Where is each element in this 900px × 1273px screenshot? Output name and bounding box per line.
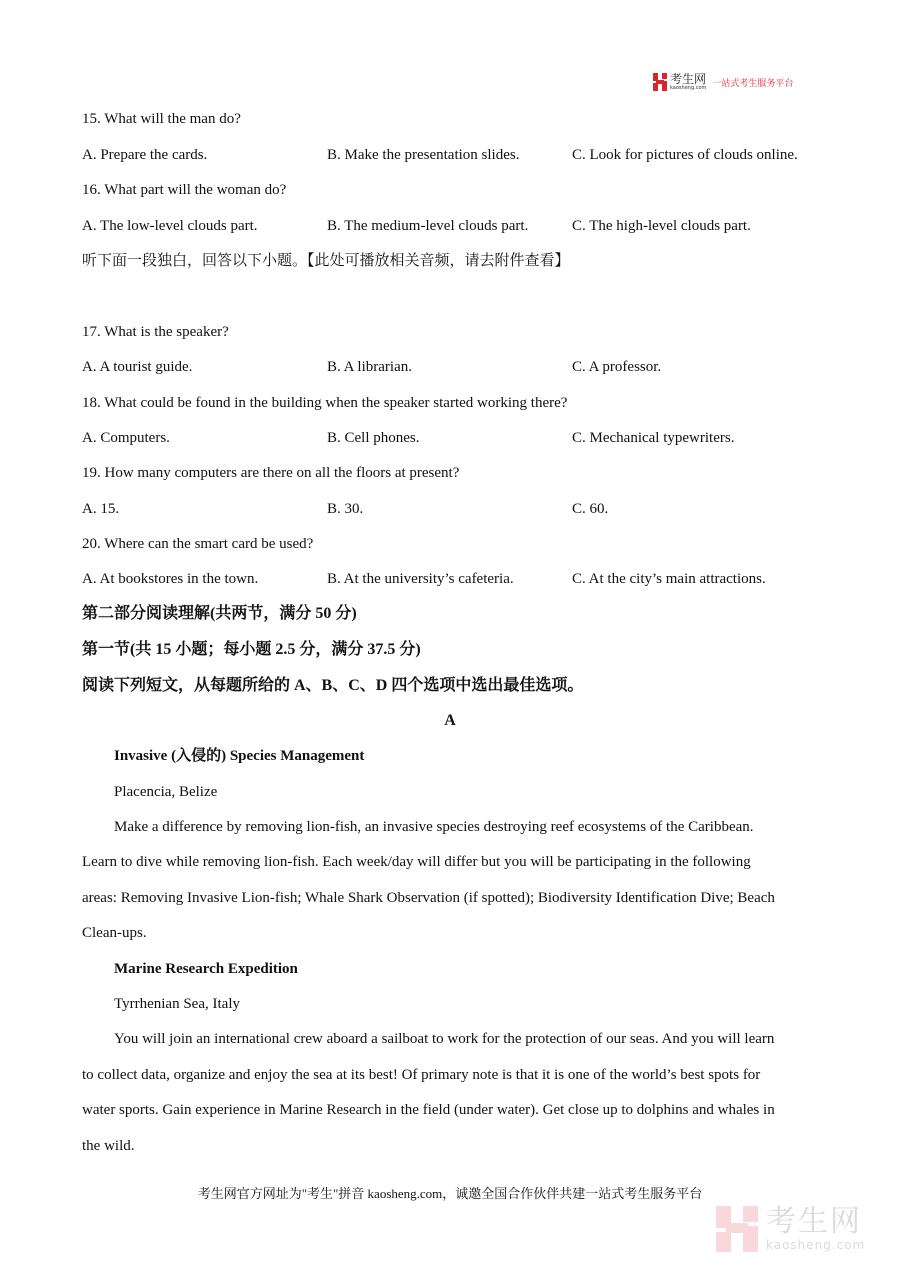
option-b: B. At the university’s cafeteria. (327, 571, 514, 587)
option-a: A. At bookstores in the town. (82, 571, 259, 587)
option-a: A. Computers. (82, 430, 170, 446)
question-16: 16. What part will the woman do? (82, 182, 287, 198)
directions: 阅读下列短文，从每题所给的 A、B、C、D 四个选项中选出最佳选项。 (82, 677, 584, 694)
option-b: B. 30. (327, 501, 364, 517)
program-location: Tyrrhenian Sea, Italy (114, 996, 240, 1012)
option-a: A. Prepare the cards. (82, 147, 208, 163)
option-a: A. The low-level clouds part. (82, 218, 258, 234)
part2-title: 第二部分阅读理解(共两节，满分 50 分) (82, 605, 357, 622)
paragraph-line: the wild. (82, 1138, 135, 1154)
option-b: B. The medium-level clouds part. (327, 218, 529, 234)
watermark-domain: kaosheng.com (766, 1238, 866, 1252)
question-19: 19. How many computers are there on all the floors at present? (82, 465, 460, 481)
passage-letter: A (444, 712, 456, 729)
question-17: 17. What is the speaker? (82, 324, 229, 340)
program-location: Placencia, Belize (114, 784, 218, 800)
question-18: 18. What could be found in the building when the speaker started working there? (82, 395, 568, 411)
program-heading: Marine Research Expedition (114, 961, 298, 977)
logo-mark-icon (653, 73, 667, 91)
option-b: B. Cell phones. (327, 430, 420, 446)
option-a: A. 15. (82, 501, 120, 517)
option-a: A. A tourist guide. (82, 359, 193, 375)
watermark-brand: 考生网 (766, 1204, 862, 1239)
option-c: C. Mechanical typewriters. (572, 430, 735, 446)
question-15: 15. What will the man do? (82, 111, 241, 127)
paragraph-line: Make a difference by removing lion-fish, an invasive species destroying reef ecosystems of the Caribbean. (114, 819, 754, 835)
option-b: B. A librarian. (327, 359, 412, 375)
option-b: B. Make the presentation slides. (327, 147, 520, 163)
option-c: C. 60. (572, 501, 609, 517)
option-c: C. The high-level clouds part. (572, 218, 751, 234)
program-heading: Invasive (入侵的) Species Management (114, 748, 365, 764)
logo-brand: 考生网 (670, 72, 707, 86)
logo-domain: kaosheng.com (670, 85, 707, 91)
question-20: 20. Where can the smart card be used? (82, 536, 314, 552)
paragraph-line: You will join an international crew aboard a sailboat to work for the protection of our seas. And you will learn (114, 1031, 775, 1047)
option-c: C. Look for pictures of clouds online. (572, 147, 798, 163)
logo-slogan: 一站式考生服务平台 (712, 78, 794, 89)
paragraph-line: Learn to dive while removing lion-fish. Each week/day will differ but you will be participating in the following (82, 854, 751, 870)
paragraph-line: areas: Removing Invasive Lion-fish; Whale Shark Observation (if spotted); Biodiversity Identification Dive; Beach (82, 890, 775, 906)
paragraph-line: to collect data, organize and enjoy the sea at its best! Of primary note is that it is one of the world’s best spots for (82, 1067, 761, 1083)
watermark-logo (716, 1206, 865, 1252)
paragraph-line: water sports. Gain experience in Marine Research in the field (under water). Get close up to dolphins and whales in (82, 1102, 775, 1118)
section-title: 第一节(共 15 小题；每小题 2.5 分，满分 37.5 分) (82, 641, 421, 658)
option-c: C. A professor. (572, 359, 662, 375)
paragraph-line: Clean-ups. (82, 925, 147, 941)
listening-instruction: 听下面一段独白，回答以下小题。【此处可播放相关音频，请去附件查看】 (82, 253, 570, 269)
watermark-mark-icon (716, 1206, 758, 1252)
option-c: C. At the city’s main attractions. (572, 571, 766, 587)
page-footer: 考生网官方网址为"考生"拼音 kaosheng.com，诚邀全国合作伙伴共建一站式考生服务平台 (197, 1186, 703, 1201)
header-logo (653, 73, 793, 91)
